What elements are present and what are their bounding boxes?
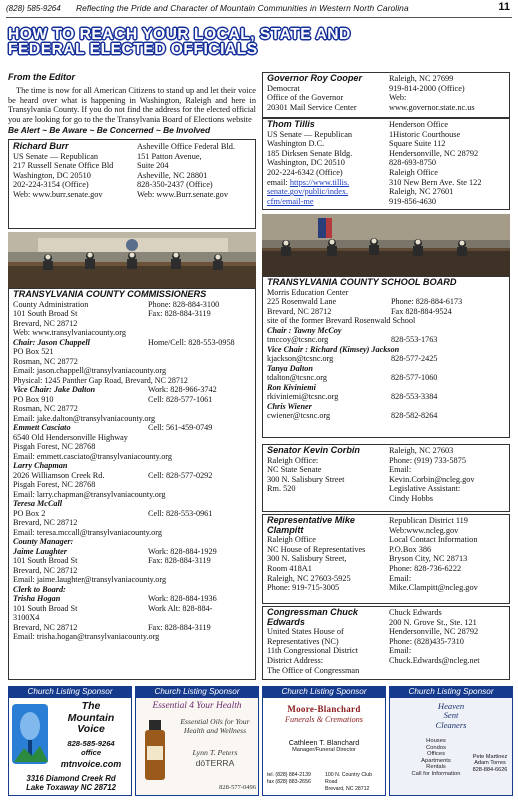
hs-item-offices: Offices	[427, 751, 445, 758]
clampitt-web: Web:www.ncleg.gov	[389, 525, 459, 535]
casciato-cell: Cell: 561-459-0749	[148, 423, 213, 432]
manager-label: County Manager:	[13, 537, 74, 546]
commissioners-card	[8, 288, 256, 680]
school-kiviniemi-phone: 828-553-3384	[391, 392, 438, 401]
burr-local-city: Asheville, NC 28801	[137, 170, 208, 180]
chappell-po: PO Box 521	[13, 347, 54, 356]
chappell-city: Rosman, NC 28772	[13, 356, 78, 366]
mccall-po: PO Box 2	[13, 508, 46, 518]
tillis-dc: Washington D.C.	[267, 139, 325, 149]
edwards-card	[262, 606, 510, 680]
corbin-office: Raleigh Office:	[267, 455, 319, 465]
tillis-party: US Senate — Republican	[267, 129, 353, 139]
commissioners-photo-graphic	[8, 232, 256, 288]
tillis-henderson-bldg: 1Historic Courthouse	[389, 129, 461, 139]
chappell-email: Email: jason.chappell@transylvaniacounty.org	[13, 366, 167, 375]
school-chair-phone: 828-553-1763	[391, 335, 438, 344]
editor-motto: Be Alert ~ Be Aware ~ Be Concerned ~ Be Involved	[8, 125, 211, 136]
school-address: 225 Rosenwald Lane	[267, 297, 337, 306]
edwards-street: 200 N. Grove St., Ste. 121	[389, 617, 477, 627]
clampitt-po: P.O.Box 386	[389, 544, 432, 554]
hogan-city: Brevard, NC 28712	[13, 622, 78, 632]
tillis-city: Washington, DC 20510	[267, 158, 345, 168]
tillis-name: Thom Tillis	[267, 119, 315, 129]
editor-body: The time is now for all American Citizens to stand up and let their voice be heard over what is happening in Washington, Raleigh and here in Transylvania County. If you do not find the address for the elected official you are looking for go to the the Transylvania Board of Elections website	[8, 86, 256, 124]
corbin-room: Rm. 520	[267, 484, 296, 494]
dalton-work: Work: 828-966-3742	[148, 385, 217, 394]
dalton-name: Vice Chair: Jake Dalton	[13, 385, 96, 394]
casciato-city: Pisgah Forest, NC 28768	[13, 442, 96, 451]
tillis-card	[262, 118, 510, 210]
tillis-raleigh-address: 310 New Bern Ave. Ste 122	[389, 177, 482, 187]
eh-line-2: Health and Wellness	[183, 726, 247, 735]
county-admin: County Administration	[13, 299, 89, 309]
tillis-phone: 202-224-6342 (Office)	[267, 167, 343, 177]
corbin-address: 300 N. Salisbury Street	[267, 474, 345, 484]
eh-phone: 828-577-0496	[219, 784, 256, 791]
edwards-name-2: Edwards	[267, 616, 305, 627]
sponsor-moore-blanchard	[262, 686, 386, 796]
hs-title-2: Sent	[443, 710, 459, 721]
dalton-city: Rosman, NC 28772	[13, 404, 78, 413]
edwards-reps: Representatives (NC)	[267, 636, 339, 646]
mb-title: Moore-Blanchard	[287, 704, 361, 714]
page-title	[8, 27, 512, 57]
dalton-po: PO Box 910	[13, 394, 54, 404]
corbin-email-label: Email:	[389, 465, 412, 475]
school-board-card	[262, 276, 510, 438]
edwards-office-name: Chuck Edwards	[389, 608, 442, 617]
school-wiener-email: cwiener@tcsnc.org	[267, 411, 331, 420]
cooper-card	[262, 72, 510, 118]
editor-section	[8, 72, 256, 135]
casciato-email: Email: emmett.casciato@transylvaniacounty.org	[13, 451, 172, 461]
burr-local-phone: 828-350-2437 (Office)	[137, 180, 213, 190]
sponsor-label: Church Listing Sponsor	[262, 686, 386, 697]
hogan-work: Work: 828-884-1936	[148, 594, 217, 603]
clerk-label: Clerk to Board:	[13, 584, 66, 594]
corbin-assistant-label: Legislative Assistant:	[389, 484, 461, 494]
sponsor-heaven-sent	[389, 686, 513, 796]
cooper-city: Raleigh, NC 27699	[389, 74, 454, 83]
corbin-assistant: Cindy Hobbs	[389, 493, 434, 503]
chapman-cell: Cell: 828-577-0292	[148, 470, 213, 480]
county-fax: Fax: 828-884-3119	[148, 309, 211, 318]
school-center: Morris Education Center	[267, 287, 349, 297]
cooper-web-label: Web:	[389, 93, 407, 103]
hogan-work-alt: Work Alt: 828-884-	[148, 603, 213, 613]
burr-local-web: Web: www.Burr.senate.gov	[137, 189, 228, 199]
hogan-ext: 3100X4	[13, 613, 40, 622]
hs-title-1: Heaven	[437, 701, 465, 711]
burr-card	[8, 139, 256, 229]
mccall-email: Email: teresa.mccall@transylvaniacounty.org	[13, 527, 162, 537]
title-line-2: FEDERAL ELECTED OFFICIALS	[8, 41, 258, 58]
edwards-email: Chuck.Edwards@ncleg.net	[389, 655, 480, 665]
mccall-city: Brevard, NC 28712	[13, 518, 78, 527]
clampitt-city: Raleigh, NC 27603-5925	[267, 573, 351, 583]
oil-bottle-icon	[140, 716, 170, 786]
edwards-office: The Office of Congressman	[267, 665, 360, 675]
cooper-name: Governor Roy Cooper	[267, 73, 362, 83]
chappell-name: Chair: Jason Chappell	[13, 337, 90, 347]
corbin-name: Senator Kevin Corbin	[267, 445, 360, 455]
tillis-henderson-phone: 828-693-8750	[389, 158, 437, 168]
mv-web: mtnvoice.com	[60, 759, 122, 770]
mv-address: 3316 Diamond Creek Rd	[26, 774, 116, 783]
hogan-name: Trisha Hogan	[13, 594, 61, 603]
clampitt-office: Raleigh Office	[267, 535, 316, 545]
mccall-name: Teresa McCall	[13, 499, 63, 508]
mb-city: Brevard, NC 28712	[325, 786, 370, 792]
burr-local-suite: Suite 204	[137, 161, 169, 171]
tillis-henderson-city: Hendersonville, NC 28792	[389, 148, 479, 158]
school-phone: Phone: 828-884-6173	[391, 297, 463, 306]
school-site-note: site of the former Brevard Rosenwald School	[267, 316, 416, 325]
tillis-henderson-label: Henderson Office	[389, 120, 449, 129]
cooper-office: Office of the Governor	[267, 93, 344, 103]
mb-fax: fax (828) 883-2656	[267, 779, 311, 785]
sponsor-label: Church Listing Sponsor	[135, 686, 259, 697]
dalton-cell: Cell: 828-577-1061	[148, 394, 213, 404]
hs-item-houses: Houses	[426, 738, 446, 744]
school-board-photo	[262, 214, 510, 276]
school-kiviniemi: Ron Kiviniemi	[267, 382, 316, 392]
mccall-cell: Cell: 828-553-0961	[148, 508, 213, 518]
school-fax: Fax 828-884-9524	[391, 306, 452, 316]
eh-title: Essential 4 Your Health	[152, 701, 242, 711]
tillis-raleigh-label: Raleigh Office	[389, 167, 438, 177]
casciato-name: Emmett Casciato	[13, 423, 71, 432]
corbin-phone: Phone: (919) 733-5875	[389, 455, 466, 465]
laughter-city: Brevard, NC 28712	[13, 565, 78, 575]
sponsor-essential-health	[135, 686, 259, 796]
tillis-raleigh-city: Raleigh, NC 27601	[389, 187, 454, 197]
hs-call: Call for Information	[411, 770, 461, 777]
clampitt-name: Representative Mike	[267, 515, 355, 525]
corbin-email: Kevin.Corbin@ncleg.gov	[389, 474, 475, 484]
header-tagline: Reflecting the Pride and Character of Mountain Communities in Western North Carolina	[76, 3, 409, 13]
school-kiviniemi-email: rkiviniemi@tcsnc.org	[267, 392, 339, 401]
edwards-name: Congressman Chuck	[267, 607, 358, 617]
laughter-name: Jaime Laughter	[13, 546, 67, 556]
mb-name: Cathleen T. Blanchard	[288, 738, 360, 747]
burr-web: Web: www.burr.senate.gov	[13, 189, 103, 199]
clampitt-email-label: Email:	[389, 573, 412, 583]
mv-title-3: Voice	[77, 723, 105, 735]
hs-item-condos: Condos	[426, 744, 446, 751]
school-wiener-phone: 828-582-8264	[391, 411, 438, 420]
chapman-address: 2026 Williamson Creek Rd.	[13, 470, 105, 480]
school-dalton-email: tdalton@tcsnc.org	[267, 373, 327, 382]
school-board-photo-graphic	[262, 214, 510, 276]
burr-city: Washington, DC 20510	[13, 170, 91, 180]
edwards-email-label: Email:	[389, 646, 412, 656]
tillis-raleigh-phone: 919-856-4630	[389, 196, 437, 206]
mv-title-1: The	[81, 700, 101, 712]
edwards-city: Hendersonville, NC 28792	[389, 627, 479, 637]
clampitt-card	[262, 514, 510, 604]
dalton-email: Email: jake.dalton@transylvaniacounty.org	[13, 413, 156, 423]
mountain-voice-logo	[12, 704, 48, 764]
clampitt-phone: Phone: 919-715-3005	[267, 583, 340, 593]
corbin-senate: NC State Senate	[267, 465, 322, 475]
hogan-address: 101 South Broad St	[13, 603, 78, 613]
mb-tel: tel. (828) 884-2139	[267, 772, 311, 778]
clampitt-local-city: Bryson City, NC 28713	[389, 554, 468, 564]
school-vice-email: kjackson@tcsnc.org	[267, 354, 334, 363]
cooper-party: Democrat	[267, 83, 300, 93]
commissioners-photo	[8, 232, 256, 288]
microphone-icon	[12, 704, 48, 764]
sponsor-label: Church Listing Sponsor	[8, 686, 132, 697]
school-dalton: Tanya Dalton	[267, 363, 313, 373]
tillis-email-link-3[interactable]: cfm/email-me	[267, 196, 314, 206]
cooper-address: 20301 Mail Service Center	[267, 102, 357, 112]
corbin-card	[262, 444, 510, 512]
tillis-building: 185 Dirksen Senate Bldg.	[267, 148, 353, 158]
clampitt-room: Room 418A1	[267, 563, 312, 573]
mb-role: Manager/Funeral Director	[292, 747, 356, 753]
edwards-phone: Phone: (828)435-7310	[389, 636, 464, 646]
tillis-email-link-2[interactable]: senate.gov/public/index.	[267, 187, 349, 197]
tillis-henderson-suite: Square Suite 112	[389, 139, 446, 149]
mv-phone: 828-585-9264	[67, 739, 115, 748]
cooper-phone: 919-814-2000 (Office)	[389, 83, 465, 93]
clampitt-local-phone: Phone: 828-736-6222	[389, 563, 462, 573]
laughter-address: 101 South Broad St	[13, 556, 78, 565]
header-rule	[6, 17, 512, 18]
laughter-email: Email: jaime.laughter@transylvaniacounty.org	[13, 575, 167, 584]
clampitt-name-2: Clampitt	[267, 524, 304, 535]
clampitt-district: Republican District 119	[389, 516, 468, 525]
school-chair-email: tmccoy@tcsnc.org	[267, 335, 329, 344]
cooper-web: www.governor.state.nc.us	[389, 102, 475, 112]
hs-names: Pete Martinez Adam Torres	[472, 754, 508, 767]
school-dalton-phone: 828-577-1060	[391, 373, 438, 382]
clampitt-email: Mike.Clampitt@ncleg.gov	[389, 583, 478, 593]
school-chair: Chair : Tawny McCoy	[267, 325, 342, 335]
tillis-email-label: email:	[267, 177, 288, 187]
county-phone: Phone: 828-884-3100	[148, 299, 220, 309]
page-header	[6, 2, 512, 16]
mb-address: 100 N. Country Club Road	[325, 772, 372, 785]
burr-phone: 202-224-3154 (Office)	[13, 180, 89, 190]
page-number: 11	[498, 1, 510, 13]
tillis-email-link[interactable]: https://www.tillis.	[289, 177, 350, 187]
mb-subtitle: Funerals & Cremations	[285, 715, 363, 724]
hs-phone: 828-884-6626	[472, 766, 508, 773]
burr-address: 217 Russell Senate Office Bld	[13, 161, 114, 171]
hs-item-rentals: Rentals	[426, 764, 446, 771]
county-city: Brevard, NC 28712	[13, 318, 78, 328]
county-web: Web: www.transylvaniacounty.org	[13, 328, 126, 337]
chappell-physical: Physical: 1245 Panther Gap Road, Brevard, NC 28712	[13, 375, 188, 385]
school-vice-phone: 828-577-2425	[391, 354, 438, 363]
burr-name: Richard Burr	[13, 141, 69, 151]
chapman-name: Larry Chapman	[13, 461, 68, 470]
burr-party: US Senate — Republican	[13, 151, 99, 161]
school-wiener: Chris Wiener	[267, 401, 312, 411]
chappell-phone: Home/Cell: 828-553-0958	[148, 337, 235, 347]
hs-item-apartments: Apartments	[421, 757, 451, 764]
sponsor-label: Church Listing Sponsor	[389, 686, 513, 697]
laughter-fax: Fax: 828-884-3119	[148, 556, 211, 565]
laughter-work: Work: 828-884-1929	[148, 546, 217, 556]
edwards-district: 11th Congressional District	[267, 646, 358, 656]
eh-name: Lynn T. Peters	[192, 748, 238, 757]
edwards-address-label: District Address:	[267, 655, 323, 665]
hs-title-3: Cleaners	[435, 719, 467, 730]
eh-line-1: Essential Oils for Your	[180, 717, 250, 726]
title-line-1: HOW TO REACH YOUR LOCAL, STATE AND	[8, 26, 351, 43]
hogan-fax: Fax: 828-884-3119	[148, 622, 211, 632]
clampitt-house: NC House of Representatives	[267, 544, 366, 554]
sponsor-mountain-voice	[8, 686, 132, 796]
burr-local-street: 151 Patton Avenue,	[137, 151, 202, 161]
school-board-heading: TRANSYLVANIA COUNTY SCHOOL BOARD	[267, 277, 457, 287]
casciato-address: 6540 Old Hendersonville Highway	[13, 432, 128, 442]
mv-phone-label: office	[80, 747, 102, 757]
eh-brand: dōTERRA	[195, 758, 235, 768]
school-vice-chair: Vice Chair : Richard (Kimsey) Jackson	[267, 344, 400, 354]
county-address: 101 South Broad St	[13, 309, 78, 318]
school-city: Brevard, NC 28712	[267, 306, 332, 316]
chapman-city: Pisgah Forest, NC 28768	[13, 480, 96, 489]
editor-heading: From the Editor	[8, 72, 75, 82]
mv-title-2: Mountain	[67, 711, 115, 724]
clampitt-address: 300 N. Salisbury Street,	[267, 554, 347, 564]
edwards-house: United States House of	[267, 627, 344, 637]
clampitt-local-label: Local Contact Information	[389, 535, 478, 545]
burr-local-office: Asheville Office Federal Bld.	[137, 142, 235, 151]
corbin-city: Raleigh, NC 27603	[389, 446, 454, 455]
hogan-email: Email: trisha.hogan@transylvaniacounty.org	[13, 632, 160, 641]
header-phone: (828) 585-9264	[6, 4, 61, 13]
mv-city: Lake Toxaway NC 28712	[26, 783, 116, 792]
commissioners-heading: TRANSYLVANIA COUNTY COMMISSIONERS	[13, 289, 207, 299]
chapman-email: Email: larry.chapman@transylvaniacounty.org	[13, 489, 166, 499]
